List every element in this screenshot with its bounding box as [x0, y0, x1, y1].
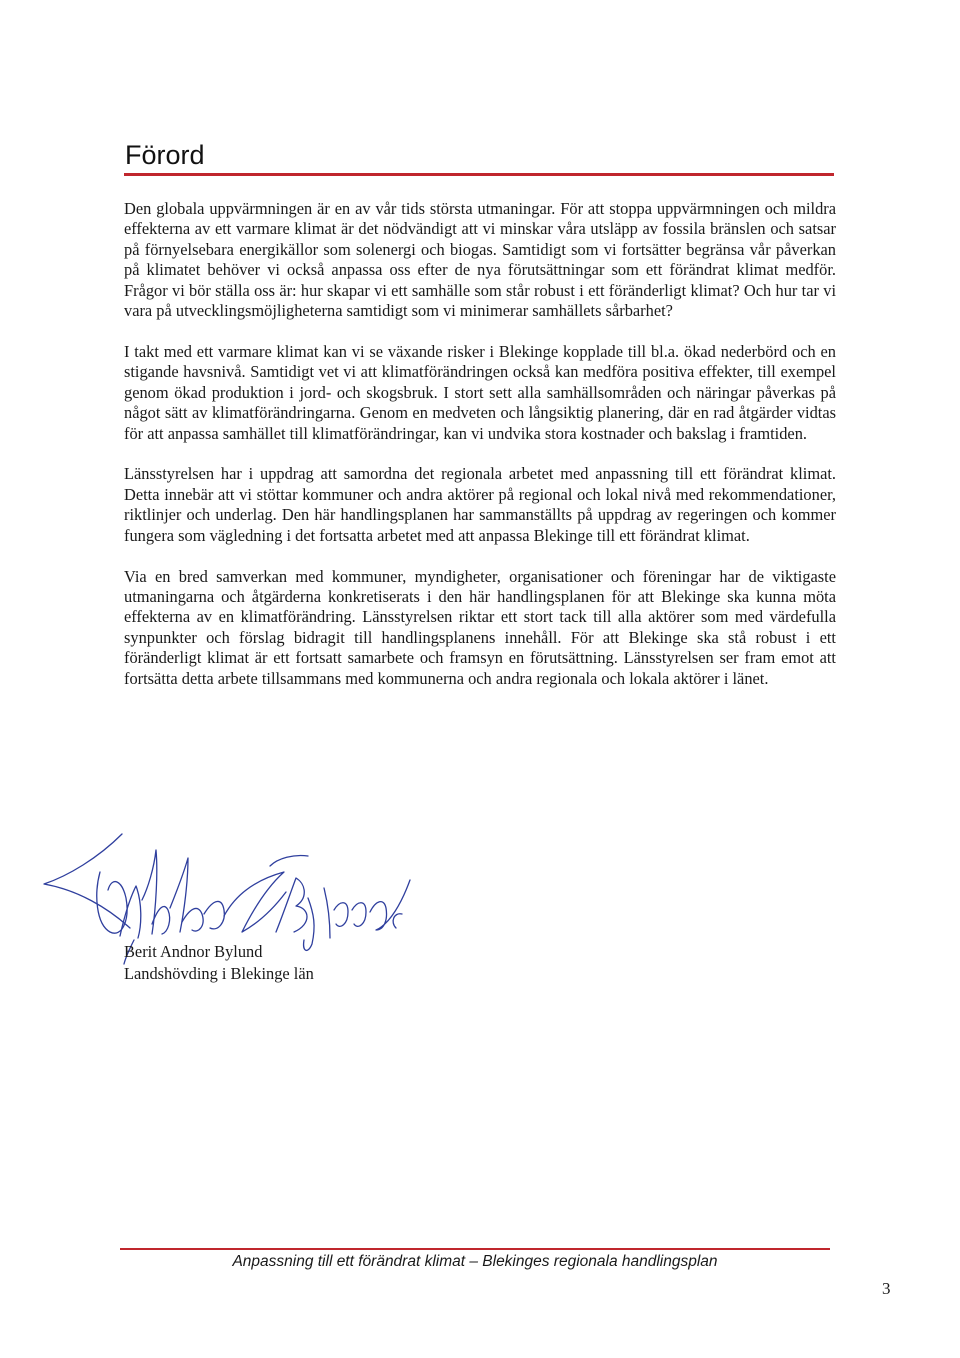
paragraph-1: Den globala uppvärmningen är en av vår tids största utmaningar. För att stoppa uppvärmningen och mildra effekterna av ett varmare klimat är det nödvändigt att vi minskar våra utsläpp av fossila bränslen och satsar på förnyelsebara energikällor som solenergi och biogas. Samtidigt som vi fortsätter begränsa vår påverkan på klimatet behöver vi också anpassa oss efter de nya förutsättningar som ett förändrat klimat medför. Frågor vi bör ställa oss är: hur skapar vi ett samhälle som står robust i ett föränderligt klimat? Och hur tar vi vara på utvecklingsmöjligheterna samtidigt som vi minimerar samhällets sårbarhet? [124, 199, 836, 321]
page-title: Förord [125, 140, 205, 170]
paragraph-2: I takt med ett varmare klimat kan vi se växande risker i Blekinge kopplade till bl.a. ökad nederbörd och en stigande havsnivå. Samtidigt vet vi att klimatförändringen också kan medföra positiva effekter, till exempel genom ökad produktion i jord- och skogsbruk. I stort sett alla samhällsområden och näringar påverkas på något sätt av klimatförändringarna. Genom en medveten och långsiktig planering, där en rad åtgärder vidtas för att anpassa samhället till klimatförändringar, kan vi undvika stora kostnader och bakslag i framtiden. [124, 341, 836, 443]
paragraph-4: Via en bred samverkan med kommuner, myndigheter, organisationer och föreningar har de viktigaste utmaningarna och åtgärderna konkretiserats i den här handlingsplanen för att Blekinge ska kunna möta effekterna av en klimatförändring. Länsstyrelsen riktar ett stort tack till alla aktörer som med värdefulla synpunkter och förslag bidragit till handlingsplanens innehåll. För att Blekinge ska stå robust i ett föränderligt klimat är ett fortsatt samarbete och framsyn en förutsättning. Länsstyrelsen ser fram emot att fortsätta detta arbete tillsammans med kommunerna och andra regionala och lokala aktörer i länet. [124, 566, 836, 688]
footer-rule [120, 1248, 830, 1250]
signatory-name: Berit Andnor Bylund [124, 942, 263, 961]
heading-rule [124, 173, 834, 176]
signatory [124, 941, 314, 985]
paragraph-3: Länsstyrelsen har i uppdrag att samordna det regionala arbetet med anpassning till ett förändrat klimat. Detta innebär att vi stöttar kommuner och andra aktörer på regional och lokal nivå med rekommendationer, riktlinjer och underlag. Den här handlingsplanen har sammanställts på uppdrag av regeringen och kommer fungera som vägledning i det fortsatta arbetet med att anpassa Blekinge till ett förändrat klimat. [124, 464, 836, 545]
signatory-title: Landshövding i Blekinge län [124, 964, 314, 983]
footer-title: Anpassning till ett förändrat klimat – Blekinges regionala handlingsplan [232, 1253, 718, 1270]
page-number: 3 [882, 1279, 891, 1298]
foreword-body [124, 199, 836, 710]
